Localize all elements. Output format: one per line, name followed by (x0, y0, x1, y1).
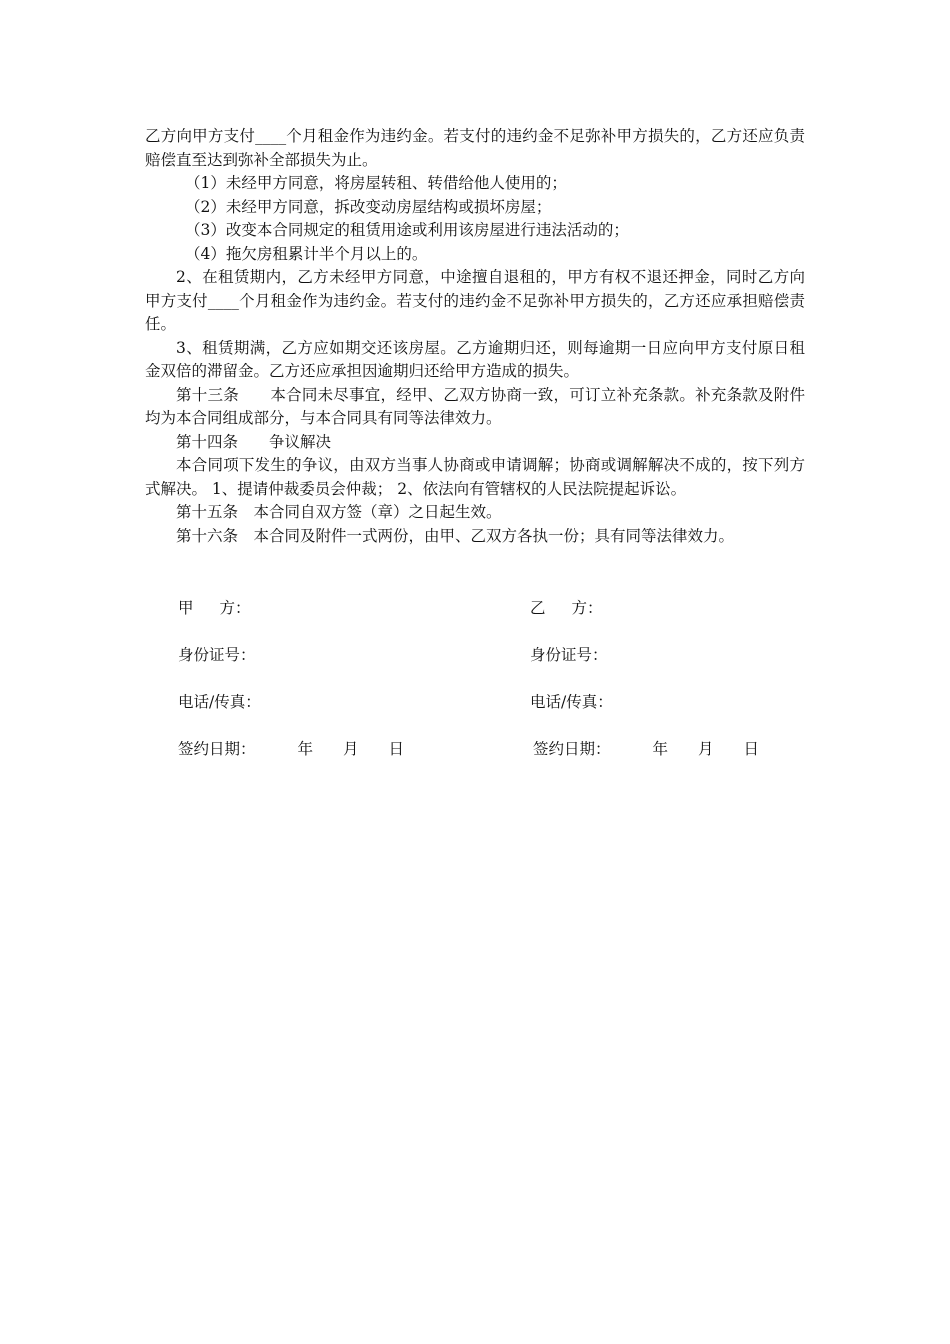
party-row (178, 596, 798, 643)
party-b-id-label: 身份证号： (530, 646, 608, 664)
early-termination-paragraph: 2、在租赁期内，乙方未经甲方同意，中途擅自退租的，甲方有权不退还押金，同时乙方向甲方支付____个月租金作为违约金。若支付的违约金不足弥补甲方损失的，乙方还应承担赔偿责任。 (145, 268, 805, 333)
id-row (178, 643, 798, 690)
phone-row (178, 690, 798, 737)
list-item: （1）未经甲方同意，将房屋转租、转借给他人使用的； (185, 174, 567, 192)
party-a-id-label: 身份证号： (178, 646, 256, 664)
party-b-label (530, 596, 603, 618)
party-b-suffix: 方： (571, 599, 603, 617)
list-item: （2）未经甲方同意，拆改变动房屋结构或损坏房屋； (185, 197, 552, 216)
year-label: 年 (652, 740, 669, 758)
month-label: 月 (343, 740, 359, 758)
penalty-paragraph: 乙方向甲方支付____个月租金作为违约金。若支付的违约金不足弥补甲方损失的，乙方还应负责赔偿直至达到弥补全部损失为止。 (145, 127, 805, 169)
day-label: 日 (388, 740, 405, 758)
party-b-date (533, 737, 759, 759)
article-14-title: 第十四条 争议解决 (176, 432, 332, 451)
date-label: 签约日期： (533, 740, 611, 758)
date-row (178, 737, 798, 784)
party-a-date (178, 737, 404, 759)
month-label: 月 (698, 740, 714, 758)
signature-block (178, 596, 798, 784)
date-label: 签约日期： (178, 740, 256, 758)
party-a-suffix: 方： (219, 599, 251, 617)
article-15: 第十五条 本合同自双方签（章）之日起生效。 (176, 503, 502, 521)
party-a-char: 甲 (178, 599, 194, 617)
contract-body (145, 125, 805, 548)
article-16: 第十六条 本合同及附件一式两份，由甲、乙双方各执一份；具有同等法律效力。 (176, 526, 735, 545)
party-b-phone-label: 电话/传真： (530, 693, 613, 711)
lease-expiry-paragraph: 3、租赁期满，乙方应如期交还该房屋。乙方逾期归还，则每逾期一日应向甲方支付原日租金双倍的滞留金。乙方还应承担因逾期归还给甲方造成的损失。 (145, 338, 805, 380)
article-13: 第十三条 本合同未尽事宜，经甲、乙双方协商一致，可订立补充条款。补充条款及附件均为本合同组成部分，与本合同具有同等法律效力。 (145, 385, 805, 427)
year-label: 年 (297, 740, 314, 758)
list-item: （3）改变本合同规定的租赁用途或利用该房屋进行违法活动的； (185, 221, 629, 239)
party-a-phone-label: 电话/传真： (178, 693, 261, 711)
list-item: （4）拖欠房租累计半个月以上的。 (185, 244, 428, 263)
article-14-body: 本合同项下发生的争议，由双方当事人协商或申请调解；协商或调解解决不成的，按下列方式解决。 1、提请仲裁委员会仲裁； 2、依法向有管辖权的人民法院提起诉讼。 (145, 456, 805, 498)
day-label: 日 (743, 740, 760, 758)
party-a-label (178, 596, 251, 618)
party-b-char: 乙 (530, 599, 546, 617)
